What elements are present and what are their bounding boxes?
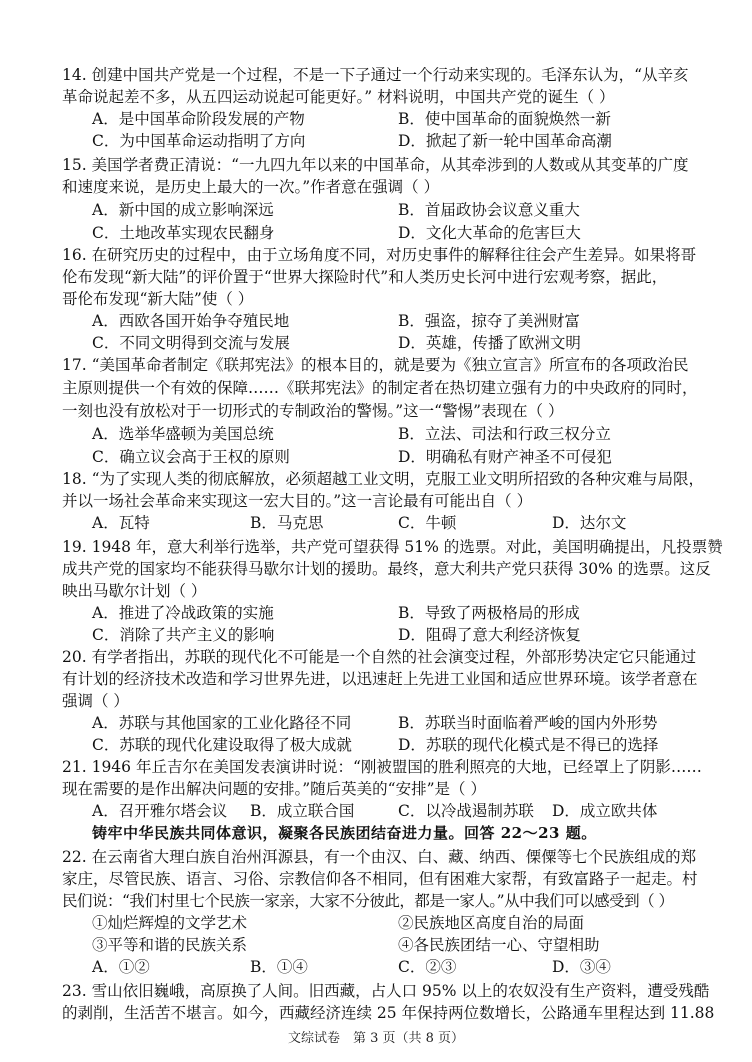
q22-stem-line-2: 家庄，尽管民族、语言、习俗、宗教信仰各不相同，但有困难大家帮，有致富路子一起走。村 — [62, 870, 698, 888]
q18-stem-line-1: 18. “为了实现人类的彻底解放，必须超越工业文明，克服工业文明所招致的各种灾难与局限， — [62, 470, 705, 488]
q21-option-c: C．以冷战遏制苏联 — [398, 802, 534, 820]
q22-item-2: ②民族地区高度自治的局面 — [398, 914, 585, 932]
q17-option-b: B．立法、司法和行政三权分立 — [398, 425, 611, 443]
q19-option-a: A．推进了冷战政策的实施 — [92, 604, 274, 622]
q17-option-a: A．选举华盛顿为美国总统 — [92, 425, 274, 443]
q16-stem-line-2: 伦布发现“新大陆”的评价置于“世界大探险时代”和人类历史长河中进行宏观考察，据此， — [62, 268, 668, 286]
q17-option-d: D．明确私有财产神圣不可侵犯 — [398, 448, 612, 466]
q15-option-b: B．首届政协会议意义重大 — [398, 201, 580, 219]
q16-option-c: C．不同文明得到交流与发展 — [92, 334, 290, 352]
q19-option-d: D．阻碍了意大利经济恢复 — [398, 626, 581, 644]
q18-stem-line-2: 并以一场社会革命来实现这一宏大目的。”这一言论最有可能出自（ ） — [62, 492, 533, 510]
q15-option-c: C．土地改革实现农民翻身 — [92, 224, 275, 242]
q20-option-d: D．苏联的现代化模式是不得已的选择 — [398, 736, 659, 754]
q20-option-a: A．苏联与其他国家的工业化路径不同 — [92, 714, 352, 732]
q19-option-c: C．消除了共产主义的影响 — [92, 626, 275, 644]
page-footer: 文综试卷 第 3 页（共 8 页） — [287, 1031, 465, 1046]
q14-stem-line-2: 革命说起差不多，从五四运动说起可能更好。” 材料说明，中国共产党的诞生（ ） — [62, 88, 615, 106]
q18-option-b: B．马克思 — [250, 514, 324, 532]
q22-option-d: D．③④ — [552, 958, 611, 976]
q17-stem-line-2: 主原则提供一个有效的保障……《联邦宪法》的制定者在热切建立强有力的中央政府的同时， — [62, 379, 698, 397]
q21-stem-line-1: 21. 1946 年丘吉尔在美国发表演讲时说：“刚被盟国的胜利照亮的大地，已经罩上了阴影…… — [62, 758, 702, 776]
q14-option-c: C．为中国革命运动指明了方向 — [92, 132, 306, 150]
q17-stem-line-1: 17. “美国革命者制定《联邦宪法》的根本目的，就是要为《独立宣言》所宣布的各项政治民 — [62, 356, 689, 374]
q15-option-a: A．新中国的成立影响深远 — [92, 201, 274, 219]
q20-option-c: C．苏联的现代化建设取得了极大成就 — [92, 736, 352, 754]
q16-stem-line-3: 哥伦布发现“新大陆”使（ ） — [62, 290, 254, 308]
section-intro: 铸牢中华民族共同体意识，凝聚各民族团结奋进力量。回答 22～23 题。 — [92, 824, 597, 842]
q21-option-b: B．成立联合国 — [250, 802, 355, 820]
q18-option-c: C．牛顿 — [398, 514, 457, 532]
q14-stem-line-1: 14. 创建中国共产党是一个过程，不是一下子通过一个行动来实现的。毛泽东认为，“从辛亥 — [62, 66, 689, 84]
q16-option-a: A．西欧各国开始争夺殖民地 — [92, 312, 290, 330]
q15-option-d: D．文化大革命的危害巨大 — [398, 224, 581, 242]
q21-option-d: D．成立欧共体 — [552, 802, 658, 820]
q20-stem-line-1: 20. 有学者指出，苏联的现代化不可能是一个自然的社会演变过程，外部形势决定它只能通过 — [62, 648, 697, 666]
q22-option-c: C．②③ — [398, 958, 457, 976]
q14-option-b: B．使中国革命的面貌焕然一新 — [398, 110, 611, 128]
q15-stem-line-1: 15. 美国学者费正清说：“一九四九年以来的中国革命，从其牵涉到的人数或从其变革的广度 — [62, 156, 689, 174]
q22-item-1: ①灿烂辉煌的文学艺术 — [92, 914, 248, 932]
q14-option-a: A．是中国革命阶段发展的产物 — [92, 110, 305, 128]
q22-stem-line-3: 民们说：“我们村里七个民族一家亲，大家不分彼此，都是一家人。”从中我们可以感受到（ ） — [62, 892, 674, 910]
q16-option-d: D．英雄，传播了欧洲文明 — [398, 334, 581, 352]
q19-stem-line-3: 映出马歇尔计划（ ） — [62, 582, 207, 600]
q18-option-d: D．达尔文 — [552, 514, 627, 532]
q19-option-b: B．导致了两极格局的形成 — [398, 604, 580, 622]
q16-option-b: B．强盗，掠夺了美洲财富 — [398, 312, 580, 330]
q21-stem-line-2: 现在需要的是作出解决问题的安排。”随后英美的“安排”是（ ） — [62, 780, 486, 798]
q17-stem-line-3: 一刻也没有放松对于一切形式的专制政治的警惕。”这一“警惕”表现在（ ） — [62, 402, 564, 420]
q21-option-a: A．召开雅尔塔会议 — [92, 802, 228, 820]
q22-item-3: ③平等和谐的民族关系 — [92, 936, 248, 954]
q20-option-b: B．苏联当时面临着严峻的国内外形势 — [398, 714, 658, 732]
q18-option-a: A．瓦特 — [92, 514, 150, 532]
q22-item-4: ④各民族团结一心、守望相助 — [398, 936, 600, 954]
q15-stem-line-2: 和速度来说，是历史上最大的一次。”作者意在强调（ ） — [62, 178, 440, 196]
q19-stem-line-2: 成共产党的国家均不能获得马歇尔计划的援助。最终，意大利共产党只获得 30% 的选票。这反 — [62, 560, 711, 578]
q19-stem-line-1: 19. 1948 年，意大利举行选举，共产党可望获得 51% 的选票。对此，美国明确提出，凡投票赞 — [62, 538, 723, 556]
q22-option-a: A．①② — [92, 958, 150, 976]
q22-option-b: B．①④ — [250, 958, 308, 976]
q14-option-d: D．掀起了新一轮中国革命高潮 — [398, 132, 612, 150]
q20-stem-line-2: 有计划的经济技术改造和学习世界先进，以迅速赶上先进工业国和适应世界环境。该学者意在 — [62, 670, 698, 688]
q17-option-c: C．确立议会高于王权的原则 — [92, 448, 290, 466]
q16-stem-line-1: 16. 在研究历史的过程中，由于立场角度不同，对历史事件的解释往往会产生差异。如果将哥 — [62, 246, 697, 264]
q23-stem-line-2: 的剥削，生活苦不堪言。如今，西藏经济连续 25 年保持两位数增长，公路通车里程达到 11.88 — [62, 1004, 715, 1022]
q23-stem-line-1: 23. 雪山依旧巍峨，高原换了人间。旧西藏，占人口 95% 以上的农奴没有生产资料，遭受残酷 — [62, 982, 710, 1000]
q20-stem-line-3: 强调（ ） — [62, 692, 129, 710]
q22-stem-line-1: 22. 在云南省大理白族自治州洱源县，有一个由汉、白、藏、纳西、傈僳等七个民族组成的郑 — [62, 848, 697, 866]
